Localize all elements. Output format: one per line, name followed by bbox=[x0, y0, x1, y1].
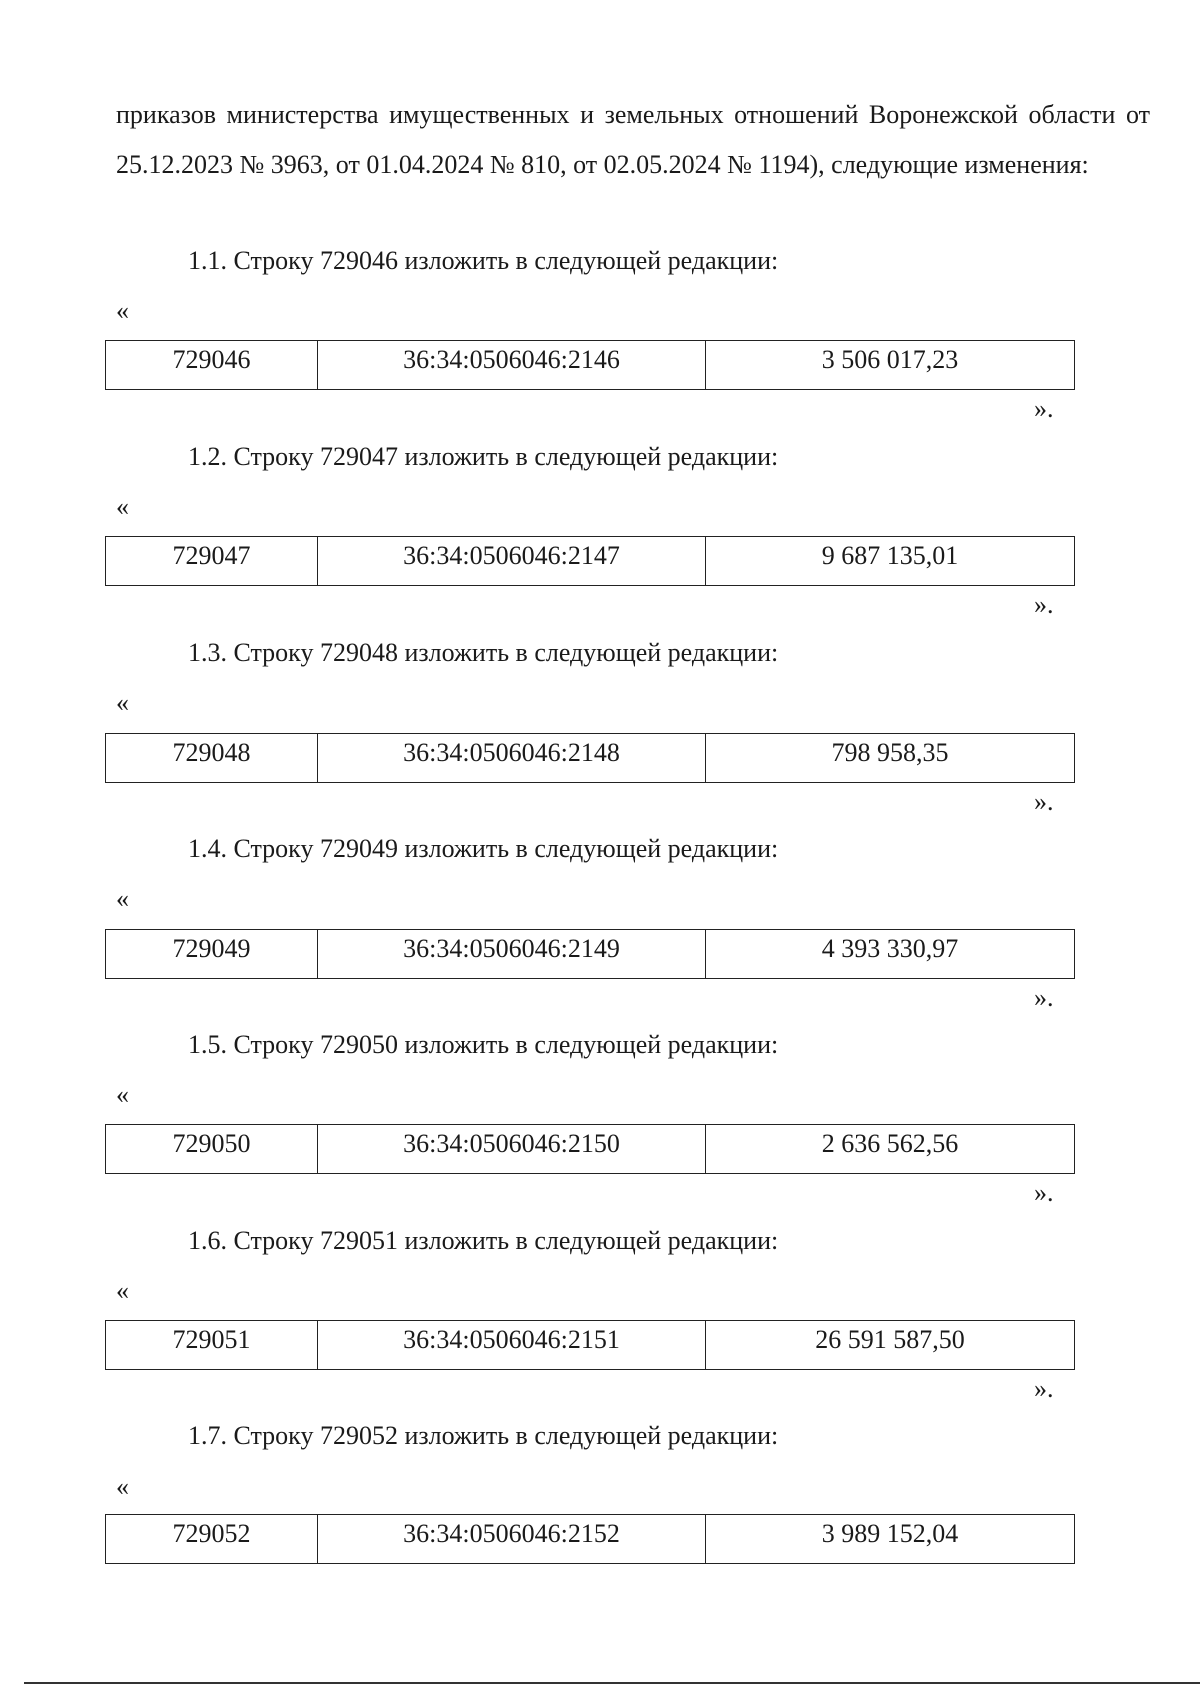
item-heading: 1.1. Строку 729046 изложить в следующей редакции: bbox=[188, 246, 779, 275]
item-heading: 1.4. Строку 729049 изложить в следующей редакции: bbox=[188, 834, 779, 863]
close-quote: ». bbox=[1034, 1178, 1054, 1207]
open-quote: « bbox=[116, 688, 129, 717]
item-heading: 1.3. Строку 729048 изложить в следующей редакции: bbox=[188, 638, 779, 667]
cadastral-row-table bbox=[105, 929, 1075, 979]
close-quote: ». bbox=[1034, 983, 1054, 1012]
cadastral-row-table bbox=[105, 1124, 1075, 1174]
item-heading: 1.5. Строку 729050 изложить в следующей редакции: bbox=[188, 1030, 779, 1059]
value-cell: 4 393 330,97 bbox=[706, 930, 1075, 979]
open-quote: « bbox=[116, 296, 129, 325]
row-number-cell: 729052 bbox=[106, 1515, 318, 1564]
close-quote: ». bbox=[1034, 394, 1054, 423]
cadastral-row-table bbox=[105, 733, 1075, 783]
close-quote: ». bbox=[1034, 787, 1054, 816]
cadastral-row-table bbox=[105, 536, 1075, 586]
open-quote: « bbox=[116, 1080, 129, 1109]
close-quote: ». bbox=[1034, 590, 1054, 619]
table-row bbox=[106, 1321, 1075, 1370]
open-quote: « bbox=[116, 1472, 129, 1501]
row-number-cell: 729050 bbox=[106, 1125, 318, 1174]
open-quote: « bbox=[116, 884, 129, 913]
table-row bbox=[106, 537, 1075, 586]
table-row bbox=[106, 734, 1075, 783]
row-number-cell: 729051 bbox=[106, 1321, 318, 1370]
open-quote: « bbox=[116, 1276, 129, 1305]
row-number-cell: 729047 bbox=[106, 537, 318, 586]
cadastral-number-cell: 36:34:0506046:2152 bbox=[318, 1515, 706, 1564]
row-number-cell: 729049 bbox=[106, 930, 318, 979]
value-cell: 9 687 135,01 bbox=[706, 537, 1075, 586]
cadastral-number-cell: 36:34:0506046:2151 bbox=[318, 1321, 706, 1370]
value-cell: 26 591 587,50 bbox=[706, 1321, 1075, 1370]
table-row bbox=[106, 341, 1075, 390]
value-cell: 2 636 562,56 bbox=[706, 1125, 1075, 1174]
intro-paragraph: приказов министерства имущественных и земельных отношений Воронежской области от 25.12.2023 № 3963, от 01.04.2024 № 810, от 02.05.2024 № 1194), следующие изменения: bbox=[116, 100, 1150, 179]
value-cell: 798 958,35 bbox=[706, 734, 1075, 783]
table-row bbox=[106, 930, 1075, 979]
cadastral-number-cell: 36:34:0506046:2150 bbox=[318, 1125, 706, 1174]
row-number-cell: 729048 bbox=[106, 734, 318, 783]
row-number-cell: 729046 bbox=[106, 341, 318, 390]
value-cell: 3 506 017,23 bbox=[706, 341, 1075, 390]
item-heading: 1.6. Строку 729051 изложить в следующей редакции: bbox=[188, 1226, 779, 1255]
open-quote: « bbox=[116, 492, 129, 521]
cadastral-row-table bbox=[105, 1320, 1075, 1370]
table-row bbox=[106, 1125, 1075, 1174]
cadastral-row-table bbox=[105, 1514, 1075, 1564]
table-row bbox=[106, 1515, 1075, 1564]
item-heading: 1.7. Строку 729052 изложить в следующей редакции: bbox=[188, 1421, 779, 1450]
cadastral-row-table bbox=[105, 340, 1075, 390]
cadastral-number-cell: 36:34:0506046:2149 bbox=[318, 930, 706, 979]
item-heading: 1.2. Строку 729047 изложить в следующей редакции: bbox=[188, 442, 779, 471]
close-quote: ». bbox=[1034, 1374, 1054, 1403]
cadastral-number-cell: 36:34:0506046:2148 bbox=[318, 734, 706, 783]
value-cell: 3 989 152,04 bbox=[706, 1515, 1075, 1564]
cadastral-number-cell: 36:34:0506046:2146 bbox=[318, 341, 706, 390]
cadastral-number-cell: 36:34:0506046:2147 bbox=[318, 537, 706, 586]
page-bottom-rule bbox=[24, 1682, 1200, 1684]
